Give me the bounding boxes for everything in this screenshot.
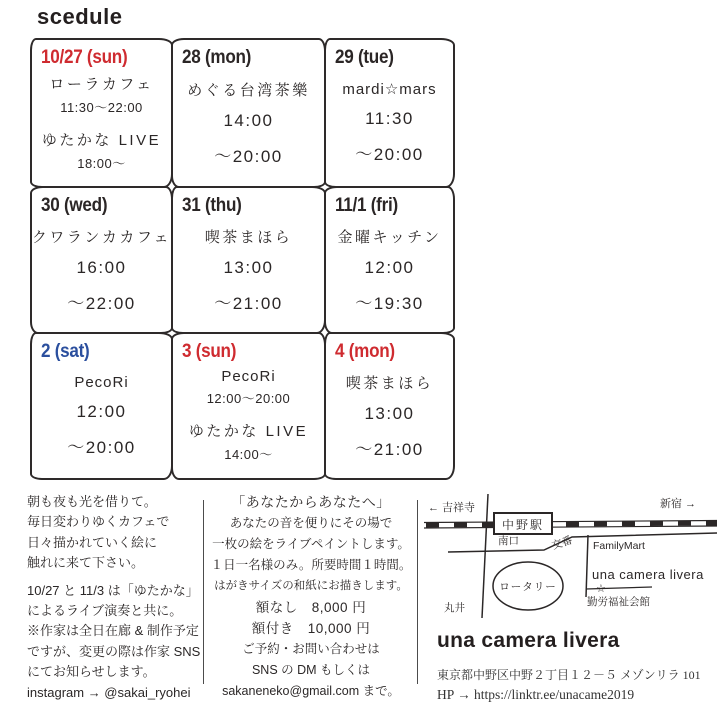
welfare-hall-label: 勤労福祉会館: [587, 596, 650, 608]
note-line: 毎日変わりゆくカフェで: [27, 514, 170, 530]
cell-venue: PecoRi: [221, 368, 276, 385]
cell-time: 〜21:00: [214, 293, 283, 313]
familymart-label: FamilyMart: [593, 540, 645, 552]
price-no-frame: 額なし 8,000 円: [255, 600, 367, 615]
column-divider: [417, 500, 418, 684]
contact-line: ご予約・お問い合わせは: [242, 642, 380, 656]
cell-venue: クワランカカフェ: [31, 228, 172, 246]
cell-time: 14:00〜: [224, 447, 273, 462]
venue-hp-link[interactable]: HP → https://linktr.ee/unacame2019: [437, 687, 635, 702]
note-line: 朝も夜も光を借りて。: [27, 494, 157, 509]
cell-date: 2 (sat): [40, 340, 90, 362]
schedule-cell-1103: [171, 332, 326, 480]
shinjuku-direction-label: 新宿 →: [660, 498, 697, 510]
schedule-table: [31, 39, 454, 479]
schedule-cell-1030: [30, 186, 173, 334]
offer-line: 一枚の絵をライブペイントします。: [212, 537, 410, 551]
note-line: ※作家は全日在廊 & 制作予定: [27, 623, 199, 639]
schedule-cell-1102: [30, 332, 173, 480]
cell-venue: 金曜キッチン: [337, 228, 442, 246]
cell-time: 12:00〜20:00: [206, 391, 291, 406]
venue-map-label: una camera livera: [592, 567, 704, 582]
cell-time: 13:00: [364, 403, 415, 423]
cell-time: 12:00: [76, 401, 127, 421]
cell-time: 13:00: [223, 257, 274, 277]
cell-date: 31 (thu): [181, 194, 242, 216]
cell-venue: めぐる台湾茶樂: [187, 81, 310, 99]
cell-date: 11/1 (fri): [334, 194, 398, 216]
street-vertical-left: [482, 494, 488, 618]
schedule-cell-1104: [324, 332, 455, 480]
cell-time: 16:00: [76, 257, 127, 277]
note-line: 日々描かれていく絵に: [27, 534, 158, 550]
police-box-label: 交番: [550, 534, 575, 553]
cell-live-event: ゆたかな LIVE: [188, 423, 309, 440]
star-icon: ☆: [596, 583, 606, 595]
access-map: [424, 486, 717, 626]
cell-date: 10/27 (sun): [40, 46, 128, 68]
instagram-handle[interactable]: instagram → @sakai_ryohei: [27, 684, 191, 700]
rotary-label: ロータリー: [499, 581, 557, 593]
price-with-frame: 額付き 10,000 円: [251, 621, 371, 636]
venue-address: 東京都中野区中野２丁目１２－５ メゾンリラ 101: [437, 668, 701, 682]
schedule-cell-1028: [171, 38, 326, 188]
cell-time: 〜21:00: [355, 439, 424, 459]
street-familymart: [586, 535, 588, 597]
cell-time: 12:00: [364, 257, 415, 277]
cell-date: 30 (wed): [40, 194, 108, 216]
note-line: にてお知らせします。: [27, 664, 156, 680]
contact-email[interactable]: sakaneneko@gmail.com まで。: [222, 684, 400, 698]
offer-line: はがきサイズの和紙にお描きします。: [214, 580, 408, 592]
cell-time: 〜20:00: [214, 146, 283, 166]
schedule-cell-1101: [324, 186, 455, 334]
cell-date: 28 (mon): [181, 46, 251, 68]
cell-venue: ローラカフェ: [49, 76, 154, 93]
page-title: scedule: [37, 4, 123, 29]
cell-time: 11:30〜22:00: [60, 100, 143, 115]
offer-line: １日一名様のみ。所要時間１時間。: [210, 558, 412, 572]
live-paint-offer: [205, 492, 417, 702]
south-exit-label: 南口: [498, 535, 519, 547]
contact-line: SNS の DM もしくは: [251, 663, 371, 677]
marui-label: 丸井: [444, 602, 465, 614]
cell-venue: 喫茶まほら: [345, 374, 434, 392]
cell-time: 18:00〜: [77, 156, 126, 171]
note-line: によるライブ演奏と共に。: [27, 603, 183, 619]
cell-time: 11:30: [365, 109, 414, 128]
schedule-cell-1027: [30, 38, 173, 188]
cell-date: 4 (mon): [334, 340, 395, 362]
cell-venue: PecoRi: [74, 373, 129, 391]
cell-time: 14:00: [223, 110, 274, 130]
cell-time: 〜20:00: [67, 437, 136, 457]
note-line: 10/27 と 11/3 は「ゆたかな」: [27, 582, 199, 598]
venue-name: una camera livera: [437, 629, 620, 652]
cell-venue: 喫茶まほら: [204, 228, 293, 246]
cell-time: 〜19:30: [355, 293, 424, 313]
note-line: 触れに来て下さい。: [27, 555, 145, 571]
cell-date: 29 (tue): [334, 46, 394, 68]
street-south: [448, 533, 717, 552]
nakano-station-label: 中野駅: [501, 518, 545, 532]
schedule-cell-1031: [171, 186, 326, 334]
note-line: ですが、変更の際は作家 SNS: [27, 643, 201, 659]
offer-line: あなたの音を便りにその場で: [229, 516, 393, 530]
cell-venue: mardi☆mars: [342, 81, 437, 98]
cell-time: 〜20:00: [355, 145, 424, 164]
artist-note: [27, 492, 205, 703]
cell-date: 3 (sun): [181, 340, 236, 362]
railway-hatch: [426, 523, 717, 525]
offer-heading: 「あなたからあなたへ」: [231, 494, 391, 510]
kichijoji-direction-label: ← 吉祥寺: [428, 502, 476, 514]
cell-live-event: ゆたかな LIVE: [41, 132, 162, 149]
schedule-cell-1029: [324, 38, 455, 188]
cell-time: 〜22:00: [67, 293, 136, 313]
